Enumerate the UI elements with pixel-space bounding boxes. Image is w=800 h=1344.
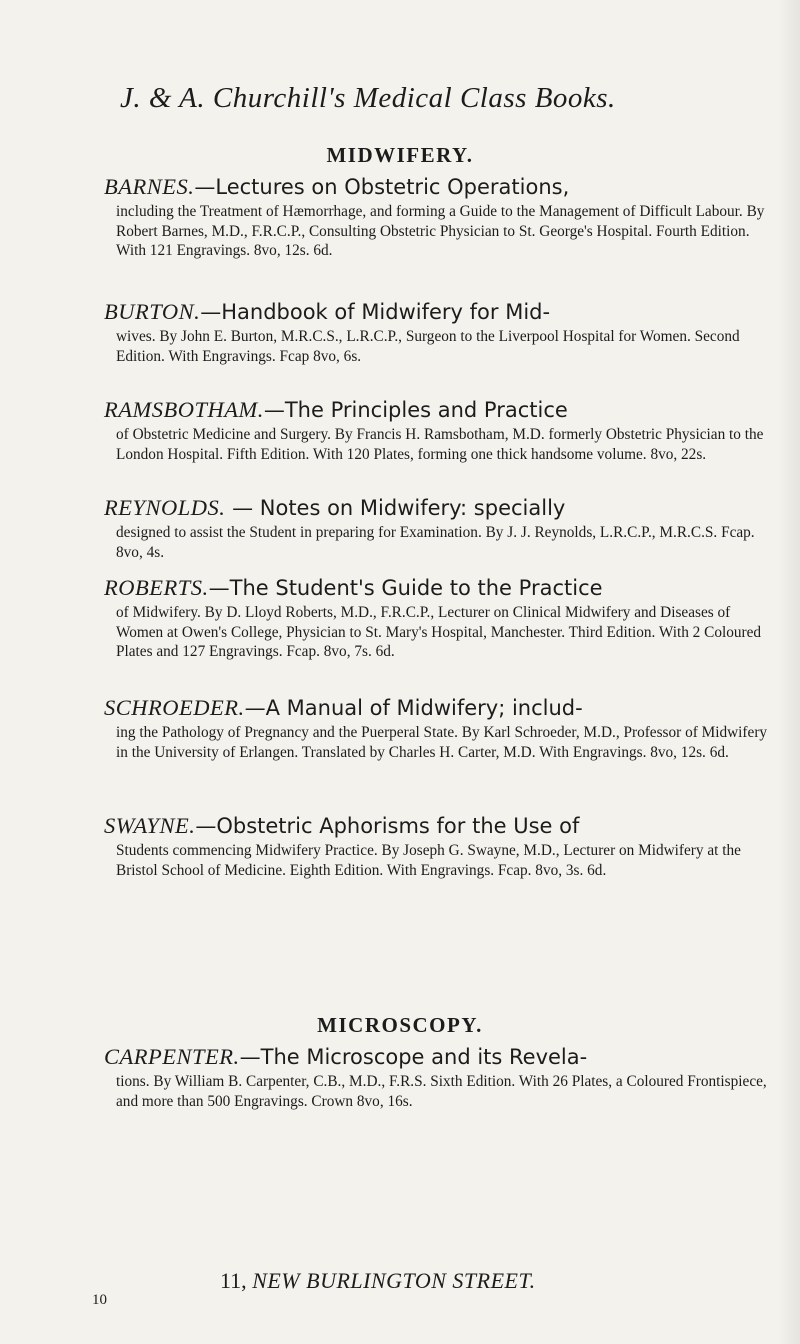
entry-description: of Midwifery. By D. Lloyd Roberts, M.D., F.R.C.P., Lecturer on Clinical Midwifery and Diseases of Women at Owen's College, Physician to St. Mary's Hospital, Manchester. Third Edition. With 2 Coloured Plates and 127 Engravings. Fcap. 8vo, 7s. 6d. bbox=[116, 604, 762, 661]
entry-author: SWAYNE. bbox=[104, 813, 196, 838]
entry-title: —Obstetric Aphorisms for the Use of bbox=[195, 814, 580, 838]
entry-schroeder bbox=[104, 693, 770, 762]
entry-title: —The Microscope and its Revela- bbox=[239, 1045, 588, 1069]
entry-description: wives. By John E. Burton, M.R.C.S., L.R.C.P., Surgeon to the Liverpool Hospital for Women. Second Edition. With Engravings. Fcap 8vo, 6s. bbox=[116, 328, 740, 365]
entry-author: BARNES. bbox=[104, 174, 195, 199]
section-heading-midwifery: MIDWIFERY. bbox=[326, 143, 474, 167]
entry-roberts bbox=[104, 573, 770, 662]
entry-title: — Notes on Midwifery: specially bbox=[225, 496, 566, 520]
entry-description: designed to assist the Student in preparing for Examination. By J. J. Reynolds, L.R.C.P., M.R.C.S. Fcap. 8vo, 4s. bbox=[116, 524, 755, 561]
entry-author: RAMSBOTHAM. bbox=[104, 397, 264, 422]
entry-description: tions. By William B. Carpenter, C.B., M.D., F.R.S. Sixth Edition. With 26 Plates, a Coloured Frontispiece, and more than 500 Engravings. Crown 8vo, 16s. bbox=[116, 1073, 767, 1110]
street-name: NEW BURLINGTON STREET. bbox=[252, 1268, 536, 1293]
entry-description: Students commencing Midwifery Practice. By Joseph G. Swayne, M.D., Lecturer on Midwifery at the Bristol School of Medicine. Eighth Edition. With Engravings. Fcap. 8vo, 3s. 6d. bbox=[116, 842, 741, 879]
entry-author: CARPENTER. bbox=[104, 1044, 240, 1069]
entry-title: —Lectures on Obstetric Operations, bbox=[194, 175, 570, 199]
entry-description: ing the Pathology of Pregnancy and the Puerperal State. By Karl Schroeder, M.D., Professor of Midwifery in the University of Erlangen. Translated by Charles H. Carter, M.D. With Engravings. 8vo, 12s. 6d. bbox=[116, 724, 768, 761]
street-number: 11, bbox=[220, 1268, 247, 1293]
entry-reynolds bbox=[104, 493, 770, 562]
entry-burton bbox=[104, 297, 770, 366]
entry-title: —The Principles and Practice bbox=[263, 398, 568, 422]
entry-description: of Obstetric Medicine and Surgery. By Francis H. Ramsbotham, M.D. formerly Obstetric Physician to the London Hospital. Fifth Edition. With 120 Plates, forming one thick handsome volume. 8vo, 22s. bbox=[116, 426, 764, 463]
entry-title: —Handbook of Midwifery for Mid- bbox=[200, 300, 551, 324]
entry-ramsbotham bbox=[104, 395, 770, 464]
running-head: J. & A. Churchill's Medical Class Books. bbox=[120, 82, 616, 114]
entry-carpenter bbox=[104, 1042, 770, 1111]
page-edge-shadow bbox=[778, 0, 800, 1344]
entry-author: REYNOLDS. bbox=[104, 495, 226, 520]
entry-author: ROBERTS. bbox=[104, 575, 209, 600]
entry-title: —A Manual of Midwifery; includ- bbox=[244, 696, 583, 720]
publisher-address bbox=[220, 1268, 536, 1294]
entry-title: —The Student's Guide to the Practice bbox=[208, 576, 603, 600]
entry-author: BURTON. bbox=[104, 299, 201, 324]
entry-author: SCHROEDER. bbox=[104, 695, 245, 720]
section-heading-microscopy: MICROSCOPY. bbox=[317, 1013, 483, 1037]
entry-swayne bbox=[104, 811, 770, 880]
page-number: 10 bbox=[92, 1292, 107, 1308]
entry-barnes bbox=[104, 172, 770, 261]
entry-description: including the Treatment of Hæmorrhage, and forming a Guide to the Management of Difficult Labour. By Robert Barnes, M.D., F.R.C.P., Consulting Obstetric Physician to St. George's Hospital. Fourth Edition. With 121 Engravings. 8vo, 12s. 6d. bbox=[116, 203, 765, 260]
